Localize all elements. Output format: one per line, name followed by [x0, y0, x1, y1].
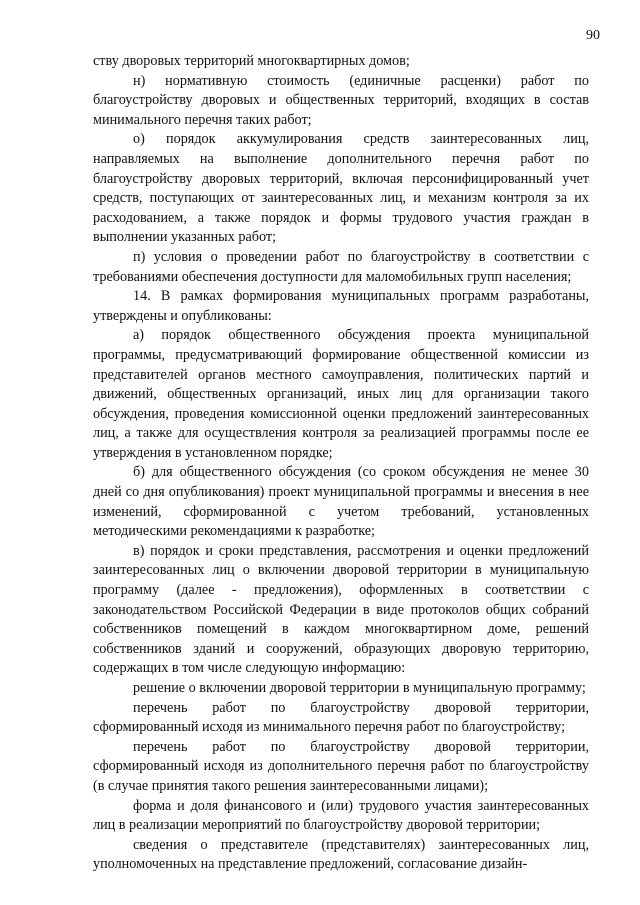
paragraph-item-b: б) для общественного обсуждения (со сроком обсуждения не менее 30 дней со дня опубликования) проект муниципальной программы и внесения в нее изменений, сформированной с учетом требований, установленных методическими рекомендациями к разработке;	[93, 464, 589, 540]
paragraph-item-v: в) порядок и сроки представления, рассмотрения и оценки предложений заинтересованных лиц о включении дворовой территории в муниципальную программу (далее - предложения), оформленных в соответствии с законодательством Российской Федерации в виде протоколов общих собраний собственников помещений в каждом многоквартирном доме, решений собственников зданий и сооружений, образующих дворовую территорию, содержащих в том числе следующую информацию:	[93, 542, 589, 677]
paragraph-continuation: ству дворовых территорий многоквартирных домов;	[93, 53, 410, 69]
paragraph-list-participation: форма и доля финансового и (или) трудового участия заинтересованных лиц в реализации мероприятий по благоустройству дворовой территории;	[93, 797, 589, 834]
paragraph-item-n: н) нормативную стоимость (единичные расценки) работ по благоустройству дворовых и общественных территорий, входящих в состав минимального перечня таких работ;	[93, 72, 589, 128]
paragraph-item-o: о) порядок аккумулирования средств заинтересованных лиц, направляемых на выполнение дополнительного перечня работ по благоустройству дворовых территорий, включая персонифицированный учет средств, поступающих от заинтересованных лиц, и механизм контроля за их расходованием, а также порядок и формы трудового участия граждан в выполнении указанных работ;	[93, 131, 589, 246]
paragraph-list-minimal-works: перечень работ по благоустройству дворовой территории, сформированный исходя из минимального перечня работ по благоустройству;	[93, 699, 589, 736]
paragraph-list-additional-works: перечень работ по благоустройству дворовой территории, сформированный исходя из дополнительного перечня работ по благоустройству (в случае принятия такого решения заинтересованными лицами);	[93, 738, 589, 794]
paragraph-item-a: а) порядок общественного обсуждения проекта муниципальной программы, предусматривающий формирование общественной комиссии из представителей органов местного самоуправления, политических партий и движений, общественных организаций, иных лиц для организации такого обсуждения, проведения комиссионной оценки предложений заинтересованных лиц, а также для осуществления контроля за реализацией программы после ее утверждения в установленном порядке;	[93, 327, 589, 461]
body-text	[93, 52, 589, 875]
paragraph-item-p: п) условия о проведении работ по благоустройству в соответствии с требованиями обеспечения доступности для маломобильных групп населения;	[93, 248, 589, 285]
page-number: 90	[586, 28, 600, 43]
paragraph-list-decision: решение о включении дворовой территории в муниципальную программу;	[133, 680, 586, 696]
paragraph-list-representatives: сведения о представителе (представителях) заинтересованных лиц, уполномоченных на представление предложений, согласование дизайн-	[93, 836, 589, 873]
paragraph-section-14: 14. В рамках формирования муниципальных программ разработаны, утверждены и опубликованы:	[93, 288, 589, 324]
